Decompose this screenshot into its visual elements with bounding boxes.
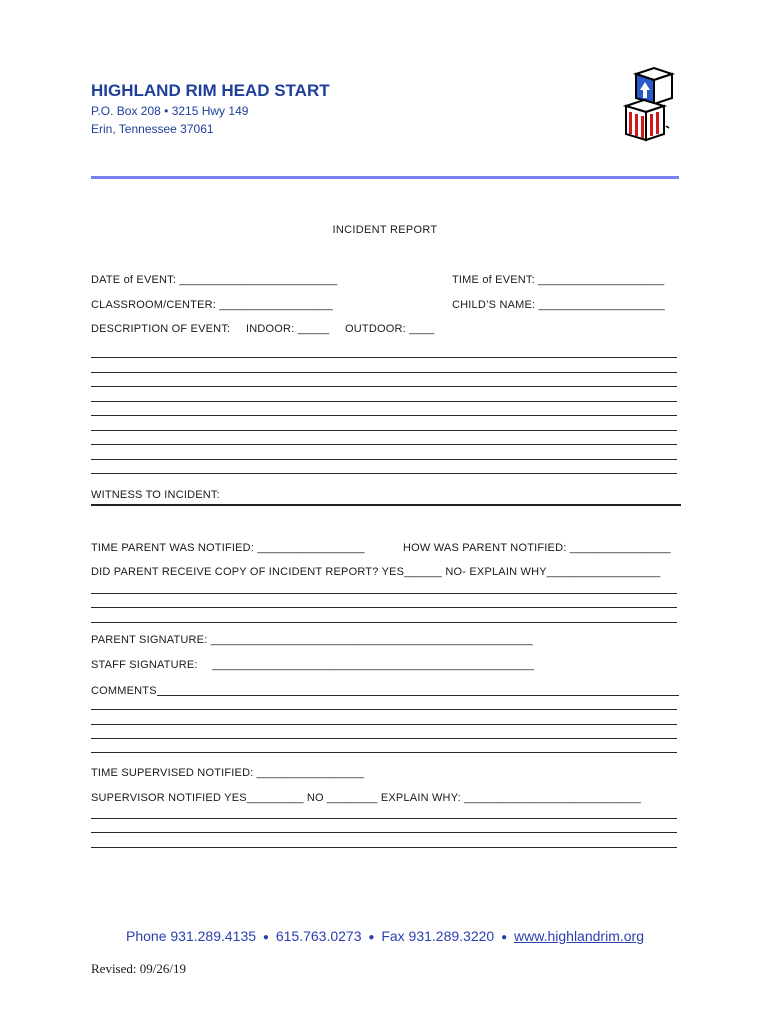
alphabet-blocks-icon: [614, 64, 684, 144]
time-parent-notified-field[interactable]: TIME PARENT WAS NOTIFIED: _________________: [91, 542, 365, 554]
website-link[interactable]: www.highlandrim.org: [514, 928, 644, 944]
description-line[interactable]: [91, 415, 677, 416]
comments-line[interactable]: [91, 738, 677, 739]
bullet-separator: ●: [368, 932, 375, 943]
childs-name-field[interactable]: CHILD’S NAME: ____________________: [452, 299, 665, 311]
description-line[interactable]: [91, 444, 677, 445]
explain-line[interactable]: [91, 607, 677, 608]
parent-copy-question[interactable]: DID PARENT RECEIVE COPY OF INCIDENT REPORT? YES______ NO- EXPLAIN WHY__________________: [91, 566, 661, 578]
parent-signature-field[interactable]: PARENT SIGNATURE: ___________________________________________________: [91, 634, 533, 646]
description-line[interactable]: [91, 401, 677, 402]
time-of-event-field[interactable]: TIME of EVENT: ____________________: [452, 274, 665, 286]
bullet-separator: ●: [262, 932, 269, 943]
description-line[interactable]: [91, 372, 677, 373]
address-line-2: Erin, Tennessee 37061: [91, 122, 214, 136]
comments-label: COMMENTS: [91, 685, 157, 697]
description-line[interactable]: [91, 386, 677, 387]
description-line[interactable]: [91, 459, 677, 460]
outdoor-field[interactable]: OUTDOOR: ____: [345, 323, 435, 335]
staff-signature-line[interactable]: ___________________________________________________: [212, 659, 535, 671]
description-line[interactable]: [91, 473, 677, 474]
address-line-1: P.O. Box 208 • 3215 Hwy 149: [91, 104, 249, 118]
supervisor-notified-field[interactable]: SUPERVISOR NOTIFIED YES_________ NO ________ EXPLAIN WHY: ____________________________: [91, 792, 642, 804]
explain-line[interactable]: [91, 593, 677, 594]
supervisor-explain-line[interactable]: [91, 847, 677, 848]
date-of-event-field[interactable]: DATE of EVENT: _________________________: [91, 274, 338, 286]
footer-contact: [0, 928, 770, 944]
phone-number: Phone 931.289.4135: [126, 928, 257, 944]
indoor-field[interactable]: INDOOR: _____: [246, 323, 330, 335]
form-title: INCIDENT REPORT: [332, 224, 438, 236]
header-divider: [91, 176, 679, 179]
supervisor-explain-line[interactable]: [91, 832, 677, 833]
organization-name: HIGHLAND RIM HEAD START: [91, 81, 330, 100]
witness-label[interactable]: WITNESS TO INCIDENT:: [91, 489, 220, 501]
supervisor-explain-line[interactable]: [91, 818, 677, 819]
phone-number-2: 615.763.0273: [275, 928, 362, 944]
revised-date: Revised: 09/26/19: [91, 961, 186, 976]
how-parent-notified-field[interactable]: HOW WAS PARENT NOTIFIED: ________________: [403, 542, 671, 554]
classroom-center-field[interactable]: CLASSROOM/CENTER: __________________: [91, 299, 334, 311]
bullet-separator: ●: [501, 932, 508, 943]
fax-number: Fax 931.289.3220: [381, 928, 495, 944]
time-supervised-notified-field[interactable]: TIME SUPERVISED NOTIFIED: _________________: [91, 767, 365, 779]
comments-line[interactable]: [91, 724, 677, 725]
description-line[interactable]: [91, 430, 677, 431]
explain-line[interactable]: [91, 622, 677, 623]
description-label: DESCRIPTION OF EVENT:: [91, 323, 231, 335]
description-line[interactable]: [91, 357, 677, 358]
comments-line[interactable]: [91, 752, 677, 753]
staff-signature-label: STAFF SIGNATURE:: [91, 659, 198, 671]
comments-line[interactable]: [157, 695, 679, 696]
comments-line[interactable]: [91, 709, 677, 710]
section-divider: [91, 504, 681, 506]
